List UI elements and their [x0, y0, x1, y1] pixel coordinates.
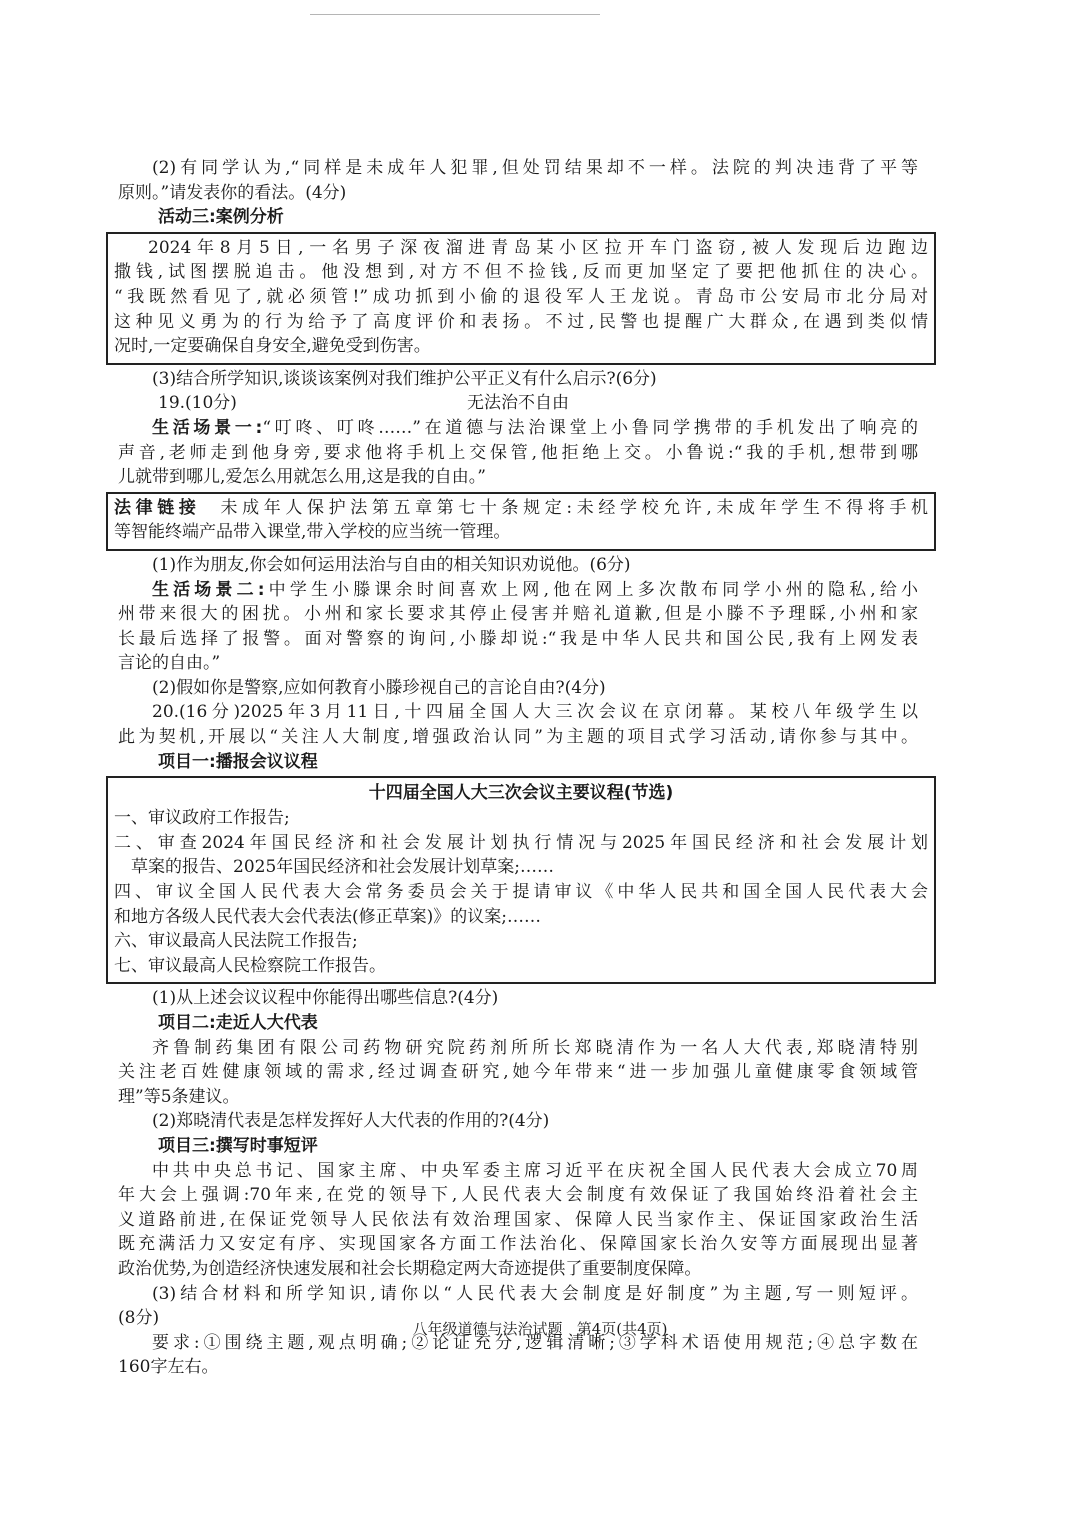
q19-scene1-line-1 — [118, 416, 918, 441]
law-line-2: 等智能终端产品带入课堂,带入学校的应当统一管理。 — [114, 522, 511, 543]
project3-line-1: 中共中央总书记、国家主席、中央军委主席习近平在庆祝全国人民代表大会成立70周 — [152, 1160, 918, 1181]
project3-line-2: 年大会上强调:70年来,在党的领导下,人民代表大会制度有效保证了我国始终沿着社会主 — [118, 1185, 918, 1206]
project2-heading: 项目二:走近人大代表 — [158, 1013, 318, 1033]
project2-line-1: 齐鲁制药集团有限公司药物研究院药剂所所长郑晓清作为一名人大代表,郑晓清特别 — [152, 1037, 918, 1058]
agenda-line-4: 四、审议全国人民代表大会常务委员会关于提请审议《中华人民共和国全国人民代表大会 — [114, 882, 928, 903]
q20-intro-line-1: 20.(16分)2025年3月11日,十四届全国人大三次会议在京闭幕。某校八年级学生以 — [152, 702, 918, 723]
activity3-question-3: (3)结合所学知识,谈谈该案例对我们维护公平正义有什么启示?(6分) — [152, 368, 657, 389]
agenda-line-3: 草案的报告、2025年国民经济和社会发展计划草案;…… — [131, 857, 554, 878]
q20-question-3-line-1: (3)结合材料和所学知识,请你以“人民代表大会制度是好制度”为主题,写一则短评。 — [152, 1283, 918, 1304]
agenda-box — [106, 776, 936, 984]
q19-title: 无法治不自由 — [467, 393, 569, 414]
project2-line-2: 关注老百姓健康领域的需求,经过调查研究,她今年带来“进一步加强儿童健康零食领域管 — [118, 1062, 918, 1083]
case-line-4: 这种见义勇为的行为给予了高度评价和表扬。不过,民警也提醒广大群众,在遇到类似情 — [114, 311, 928, 332]
q19-scene2-label: 生活场景二: — [152, 579, 265, 600]
project3-line-3: 义道路前进,在保证党领导人民依法有效治理国家、保障人民当家作主、保证国家政治生活 — [118, 1209, 918, 1230]
agenda-line-5: 和地方各级人民代表大会代表法(修正草案)》的议案;…… — [114, 906, 541, 927]
project2-line-3: 理”等5条建议。 — [118, 1086, 240, 1107]
project3-line-5: 政治优势,为创造经济快速发展和社会长期稳定两大奇迹提供了重要制度保障。 — [118, 1258, 702, 1279]
agenda-line-1: 一、审议政府工作报告; — [114, 808, 290, 829]
case-box — [106, 232, 936, 365]
q20-question-2: (2)郑晓清代表是怎样发挥好人大代表的作用的?(4分) — [152, 1111, 550, 1132]
q19-scene1-line-3: 儿就带到哪儿,爱怎么用就怎么用,这是我的自由。” — [118, 467, 486, 488]
requirements-line-1: 要求:①围绕主题,观点明确;②论证充分,逻辑清晰;③学科术语使用规范;④总字数在 — [152, 1332, 918, 1353]
q18-part2-line-1: (2)有同学认为,“同样是未成年人犯罪,但处罚结果却不一样。法院的判决违背了平等 — [152, 158, 918, 178]
q20-question-1: (1)从上述会议议程中你能得出哪些信息?(4分) — [152, 988, 499, 1009]
q19-scene1-label: 生活场景一: — [152, 417, 263, 438]
q19-question-2: (2)假如你是警察,应如何教育小滕珍视自己的言论自由?(4分) — [152, 677, 606, 698]
q19-title-row — [118, 391, 918, 416]
q19-scene2-line-4: 言论的自由。” — [118, 653, 221, 674]
agenda-title: 十四届全国人大三次会议主要议程(节选) — [368, 783, 674, 804]
law-line-1 — [114, 496, 928, 521]
project3-line-4: 既充满活力又安定有序、实现国家各方面工作法治化、保障国家长治久安等方面展现出显著 — [118, 1234, 918, 1255]
case-line-5: 况时,一定要确保自身安全,避免受到伤害。 — [114, 336, 431, 357]
case-line-1: 2024年8月5日,一名男子深夜溜进青岛某小区拉开车门盗窃,被人发现后边跑边 — [148, 237, 928, 258]
q19-scene1-text-1: “叮咚、叮咚……”在道德与法治课堂上小鲁同学携带的手机发出了响亮的 — [262, 417, 918, 438]
top-scan-line — [310, 14, 600, 15]
q19-number: 19.(10分) — [158, 393, 237, 414]
q19-scene2-line-3: 长最后选择了报警。面对警察的询问,小滕却说:“我是中华人民共和国公民,我有上网发表 — [118, 628, 918, 649]
agenda-line-7: 七、审议最高人民检察院工作报告。 — [114, 955, 386, 976]
q19-scene2-text-1: 中学生小滕课余时间喜欢上网,他在网上多次散布同学小州的隐私,给小 — [264, 579, 918, 600]
case-line-3: “我既然看见了,就必须管!”成功抓到小偷的退役军人王龙说。青岛市公安局市北分局对 — [114, 286, 928, 307]
q19-scene2-line-2: 州带来很大的困扰。小州和家长要求其停止侵害并赔礼道歉,但是小滕不予理睬,小州和家 — [118, 604, 918, 625]
exam-page — [114, 156, 928, 1380]
project1-heading: 项目一:播报会议议程 — [158, 751, 318, 772]
agenda-line-2: 二、审查2024年国民经济和社会发展计划执行情况与2025年国民经济和社会发展计划 — [114, 832, 928, 853]
case-line-2: 撒钱,试图摆脱追击。他没想到,对方不但不捡钱,反而更加坚定了要把他抓住的决心。 — [114, 262, 928, 283]
law-label: 法律链接 — [114, 497, 201, 518]
activity3-heading: 活动三:案例分析 — [158, 207, 284, 228]
q20-intro-line-2: 此为契机,开展以“关注人大制度,增强政治认同”为主题的项目式学习活动,请你参与其中。 — [118, 727, 918, 748]
q19-scene2-line-1 — [118, 578, 918, 603]
law-link-box — [106, 492, 936, 551]
law-text-1: 未成年人保护法第五章第七十条规定:未经学校允许,未成年学生不得将手机 — [220, 497, 928, 518]
agenda-line-6: 六、审议最高人民法院工作报告; — [114, 931, 358, 952]
requirements-line-2: 160字左右。 — [118, 1357, 219, 1378]
q20-question-3-line-2: (8分) — [118, 1308, 160, 1329]
project3-heading: 项目三:撰写时事短评 — [158, 1135, 318, 1156]
q19-question-1: (1)作为朋友,你会如何运用法治与自由的相关知识劝说他。(6分) — [152, 554, 631, 575]
q18-part2-line-2: 原则。”请发表你的看法。(4分) — [118, 182, 347, 203]
q19-scene1-line-2: 声音,老师走到他身旁,要求他将手机上交保管,他拒绝上交。小鲁说:“我的手机,想带到哪 — [118, 442, 918, 463]
page-footer: 八年级道德与法治试题 第4页(共4页) — [412, 1320, 668, 1338]
